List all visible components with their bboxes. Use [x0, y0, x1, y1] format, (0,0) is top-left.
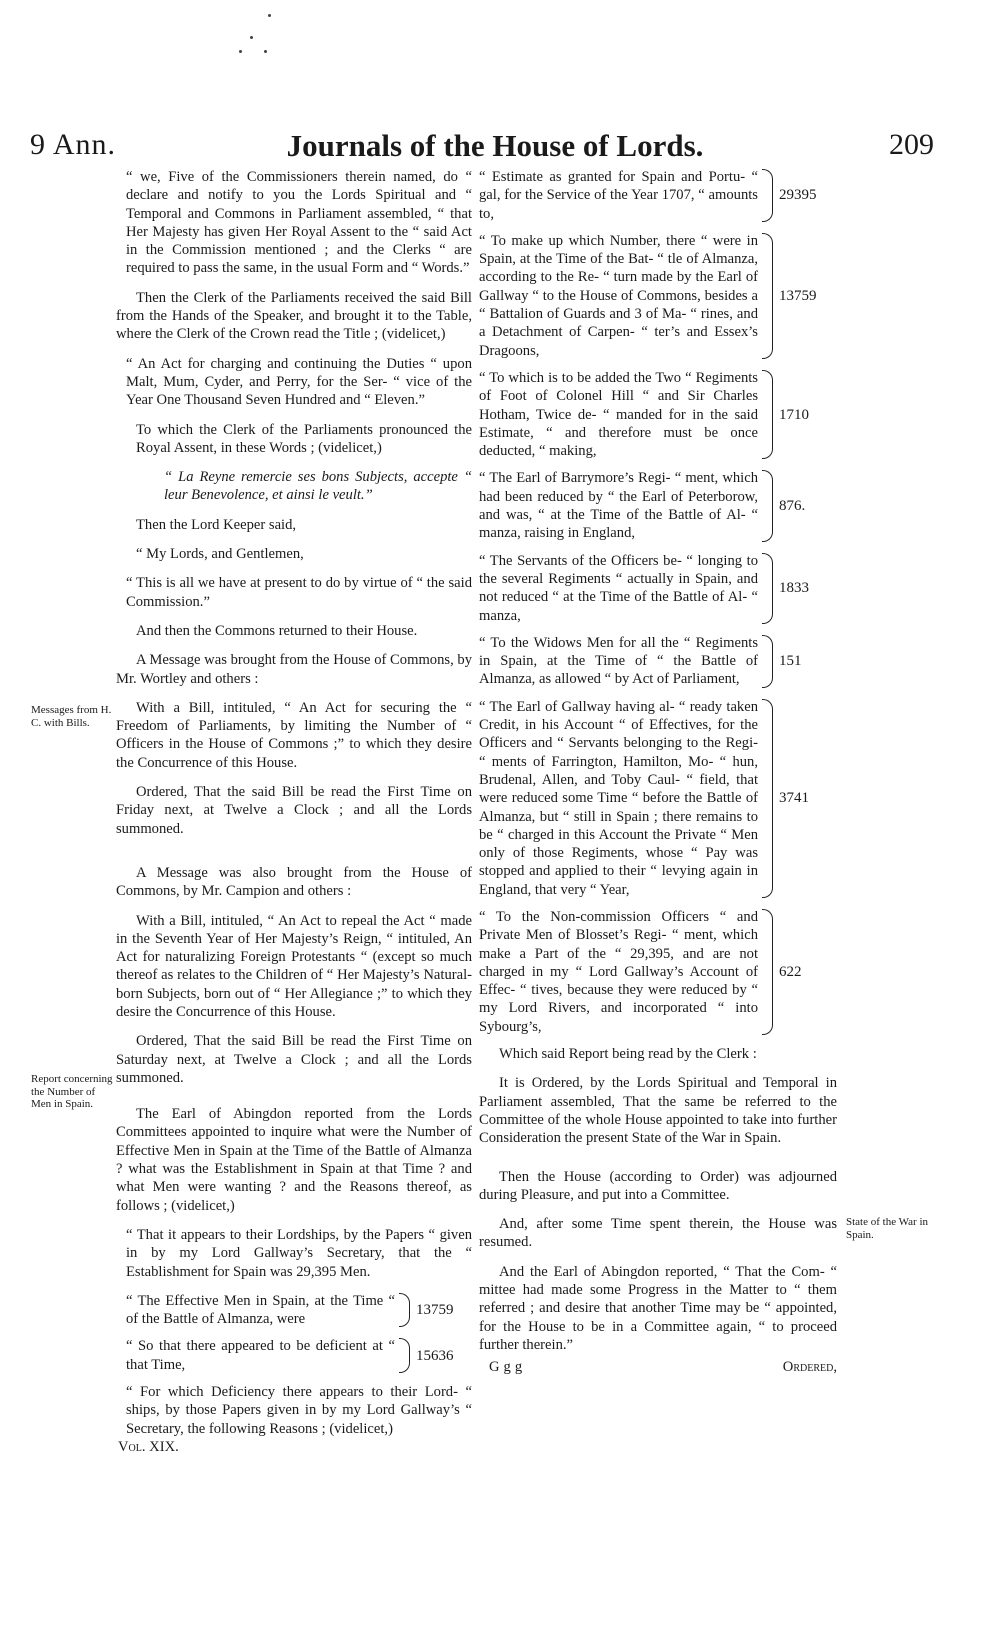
item-text: “ The Earl of Barrymore’s Regi- “ ment, which had been reduced by “ the Earl of Peterborow, and was, “ at the Time of the Battle of Al- “ manza, raising in England,	[479, 470, 758, 542]
report-item	[479, 634, 837, 689]
item-text: “ The Servants of the Officers be- “ longing to the several Regiments “ actually in Spain, and not reduced “ at the Time of the Battle of Al- “ manza,	[479, 552, 758, 624]
catchword: Ordered,	[782, 1359, 837, 1376]
paragraph: “ That it appears to their Lordships, by the Papers “ given in by my Lord Gallway’s Secretary, that the “ Establishment for Spain was 29,395 Men.	[126, 1226, 472, 1280]
running-head	[0, 128, 992, 164]
journal-title: Journals of the House of Lords.	[286, 128, 704, 163]
regnal-year: 9 Ann.	[30, 128, 117, 161]
paragraph: To which the Clerk of the Parliaments pronounced the Royal Assent, in these Words ; (videlicet,)	[136, 421, 472, 456]
signature-mark: Ggg	[489, 1359, 527, 1376]
margin-note: Report concerning the Number of Men in Spain.	[31, 1073, 113, 1110]
report-item	[479, 469, 837, 542]
report-item	[479, 698, 837, 899]
report-item	[479, 369, 837, 460]
brace-glyph	[762, 370, 773, 459]
paragraph: “ For which Deficiency there appears to their Lord- “ ships, by those Papers given in by my Lord Gallway’s “ Secretary, the following Reasons ; (videlicet,)	[126, 1384, 472, 1437]
brace-glyph	[762, 553, 773, 624]
paragraph: “ This is all we have at present to do by virtue of “ the said Commission.”	[126, 575, 472, 610]
paragraph: And the Earl of Abingdon reported, “ That the Com- “ mittee had made some Progress in the Matter to “ them referred ; and desire that another Time may be “ appointed, for the House to be in a Committee again, “ to proceed further therein.”	[479, 1263, 837, 1353]
paragraph: And then the Commons returned to their House.	[136, 622, 418, 639]
report-item	[479, 552, 837, 625]
item-text: “ To the Non-commission Officers “ and Private Men of Blosset’s Regi- “ ment, which make a Part of the “ 29,395, and are not charged in my “ Lord Gallway’s Account of Effec- “ tives, because they were reduced by “ my Lord Rivers, and incorporated “ into Sybourg’s,	[479, 908, 758, 1035]
print-speck	[250, 36, 253, 39]
paragraph: A Message was also brought from the House of Commons, by Mr. Campion and others :	[116, 864, 472, 900]
item-text: “ The Earl of Gallway having al- “ ready taken Credit, in his Account “ of Effectives, for the Officers and “ Servants belonging to the Regi- “ ments of Farrington, Hamilton, Mo- “ hun, Brudenal, Allen, and Toby Caul- “ field, that were reduced some Time “ before the Battle of Almanza, but “ still in Spain ; there remains to be “ charged in this Account the Private “ Men only of those Regiments, whose “ Pay was stopped and applied to their “ levying again in England, that very “ Year,	[479, 698, 758, 898]
print-speck	[264, 50, 267, 53]
print-speck	[239, 50, 242, 53]
paragraph: “ we, Five of the Commissioners therein named, do “ declare and notify to you the Lords Spiritual and “ Temporal and Commons in Parliament assembled, “ that Her Majesty has given Her Royal Assent to the “ said Act in the Commission mentioned ; and the Clerks “ are required to pass the same, in the usual Form and “ Words.”	[126, 169, 472, 277]
item-value: 13759	[416, 1301, 454, 1318]
item-value: 876.	[779, 497, 806, 514]
paragraph: A Message was brought from the House of Commons, by Mr. Wortley and others :	[116, 652, 472, 687]
item-value: 622	[779, 963, 802, 980]
print-speck	[268, 14, 271, 17]
report-item	[116, 1337, 472, 1374]
brace-glyph	[762, 909, 773, 1035]
item-value: 3741	[779, 790, 809, 807]
paragraph: Then the House (according to Order) was adjourned during Pleasure, and put into a Committee.	[479, 1168, 837, 1203]
page-number: 209	[889, 128, 934, 161]
paragraph: Then the Clerk of the Parliaments received the said Bill from the Hands of the Speaker, and brought it to the Table, where the Clerk of the Crown read the Title ; (videlicet,)	[116, 289, 472, 343]
margin-note: Messages from H. C. with Bills.	[31, 704, 112, 729]
paragraph: “ My Lords, and Gentlemen,	[136, 546, 304, 563]
brace-glyph	[762, 169, 773, 222]
paragraph: “ An Act for charging and continuing the Duties “ upon Malt, Mum, Cyder, and Perry, for the Ser- “ vice of the Year One Thousand Seven Hundred and “ Eleven.”	[126, 355, 472, 409]
paragraph: With a Bill, intituled, “ An Act for securing the “ Freedom of Parliaments, by limiting the Number of “ Officers in the House of Commons ;” to which they desire the Concurrence of this House.	[116, 699, 472, 771]
item-text: “ Estimate as granted for Spain and Portu- “ gal, for the Service of the Year 1707, “ amounts to,	[479, 169, 758, 222]
paragraph: Which said Report being read by the Clerk :	[499, 1046, 757, 1063]
order-paragraph: It is Ordered, by the Lords Spiritual and Temporal in Parliament assembled, That the same be referred to the Committee of the whole House appointed to take into further Consideration the present State of the War in Spain.	[479, 1075, 837, 1147]
page-footer	[479, 1358, 837, 1376]
report-item	[479, 168, 837, 223]
item-value: 1833	[779, 580, 809, 597]
report-item	[116, 1292, 472, 1329]
item-text: “ To the Widows Men for all the “ Regiments in Spain, at the Time of “ the Battle of Almanza, as allowed “ by Act of Parliament,	[479, 634, 758, 688]
order-paragraph: Ordered, That the said Bill be read the First Time on Friday next, at Twelve a Clock ; and all the Lords summoned.	[116, 784, 472, 837]
item-value: 29395	[779, 187, 817, 204]
item-text: “ To make up which Number, there “ were in Spain, at the Time of the Bat- “ tle of Almanza, according to the Re- “ turn made by the Earl of Gallway “ to the House of Commons, besides a “ Battalion of Guards and 3 of Ma- “ rines, and a Detachment of Carpen- “ ter’s and Essex’s Dragoons,	[479, 232, 758, 359]
brace-glyph	[762, 699, 773, 898]
margin-note: State of the War in Spain.	[846, 1216, 929, 1241]
paragraph: And, after some Time spent therein, the House was resumed.	[479, 1216, 837, 1251]
paragraph: With a Bill, intituled, “ An Act to repeal the Act “ made in the Seventh Year of Her Majesty’s Reign, “ intituled, An Act for naturalizing Foreign Protestants “ (except so much thereof as relates to the Children of “ Her Majesty’s Natural-born Subjects, born out of “ Her Allegiance ;” to which they desire the Concurrence of this House.	[116, 912, 472, 1020]
report-item	[479, 232, 837, 360]
item-text: “ The Effective Men in Spain, at the Time “ of the Battle of Almanza, were	[126, 1292, 395, 1328]
report-paragraph: The Earl of Abingdon reported from the Lords Committees appointed to inquire what were the Number of Effective Men in Spain at the Time of the Battle of Almanza ? what was the Establishment in Spain at that Time ? and what Men were wanting ? and the Reasons thereof, as follows ; (videlicet,)	[116, 1106, 472, 1214]
brace-glyph	[762, 233, 773, 359]
royal-assent-formula: “ La Reyne remercie ses bons Subjects, accepte “ leur Benevolence, et ainsi le veult.”	[164, 469, 472, 504]
item-text: “ So that there appeared to be deficient at “ that Time,	[126, 1338, 395, 1373]
volume-footer: Vol. XIX.	[118, 1438, 179, 1455]
order-paragraph: Ordered, That the said Bill be read the First Time on Saturday next, at Twelve a Clock ; and all the Lords summoned.	[116, 1033, 472, 1086]
item-value: 1710	[779, 406, 809, 423]
item-value: 13759	[779, 287, 817, 304]
brace-glyph	[762, 470, 773, 541]
item-text: “ To which is to be added the Two “ Regiments of Foot of Colonel Hill “ and Sir Charles Hotham, Twice de- “ manded for in the said Estimate, “ and therefore must be once deducted, “ making,	[479, 369, 758, 460]
paragraph: Then the Lord Keeper said,	[136, 516, 297, 533]
brace-glyph	[399, 1293, 410, 1328]
item-value: 15636	[416, 1347, 454, 1364]
report-item	[479, 908, 837, 1036]
left-column	[116, 168, 472, 1456]
item-value: 151	[779, 653, 802, 670]
brace-glyph	[762, 635, 773, 688]
brace-glyph	[399, 1338, 410, 1373]
right-column	[479, 168, 837, 1377]
